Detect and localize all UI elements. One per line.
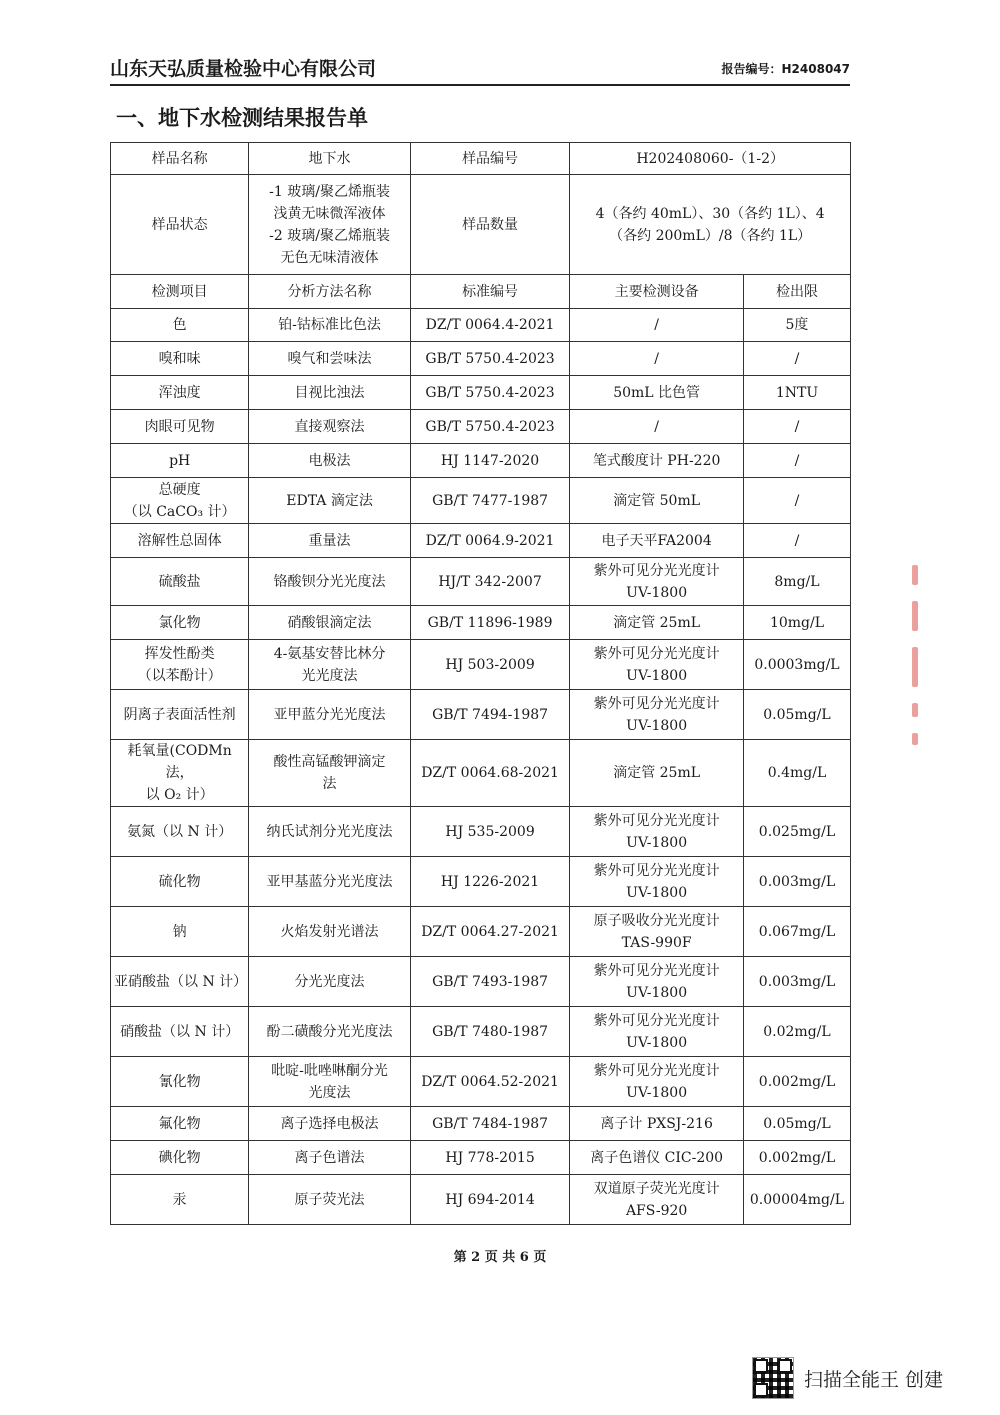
sample-name-label: 样品名称	[111, 143, 249, 175]
limit-cell: 8mg/L	[743, 558, 850, 606]
item-cell: 溶解性总固体	[111, 524, 249, 558]
item-cell: 肉眼可见物	[111, 410, 249, 444]
sample-id-value: H202408060-（1-2）	[570, 143, 851, 175]
table-row	[111, 606, 851, 640]
item-cell: 氯化物	[111, 606, 249, 640]
col-header-limit: 检出限	[743, 275, 850, 309]
col-header-item: 检测项目	[111, 275, 249, 309]
method-cell: 火焰发射光谱法	[249, 907, 411, 957]
method-cell: 分光光度法	[249, 957, 411, 1007]
item-cell: 钠	[111, 907, 249, 957]
standard-cell: GB/T 7493-1987	[410, 957, 570, 1007]
section-title: 一、地下水检测结果报告单	[116, 106, 368, 130]
col-header-equipment: 主要检测设备	[570, 275, 744, 309]
scanner-watermark	[752, 1358, 943, 1398]
limit-cell: 0.002mg/L	[743, 1057, 850, 1107]
method-cell: 嗅气和尝味法	[249, 342, 411, 376]
item-cell: 氨氮（以 N 计）	[111, 807, 249, 857]
state-line: -1 玻璃/聚乙烯瓶装	[269, 183, 390, 200]
method-cell: 亚甲基蓝分光光度法	[249, 857, 411, 907]
standard-cell: HJ 503-2009	[410, 640, 570, 690]
method-cell: 重量法	[249, 524, 411, 558]
method-cell: 铂-钴标准比色法	[249, 309, 411, 342]
item-cell: 硫化物	[111, 857, 249, 907]
item-cell: 挥发性酚类 （以苯酚计）	[111, 640, 249, 690]
equipment-cell: 紫外可见分光光度计 UV-1800	[570, 690, 744, 740]
equipment-cell: 紫外可见分光光度计 UV-1800	[570, 807, 744, 857]
limit-cell: 1NTU	[743, 376, 850, 410]
state-line: 无色无味清液体	[280, 249, 379, 266]
equipment-cell: 滴定管 50mL	[570, 478, 744, 524]
limit-cell: 5度	[743, 309, 850, 342]
standard-cell: HJ 694-2014	[410, 1175, 570, 1225]
standard-cell: DZ/T 0064.9-2021	[410, 524, 570, 558]
standard-cell: HJ 535-2009	[410, 807, 570, 857]
item-cell: 硫酸盐	[111, 558, 249, 606]
method-cell: EDTA 滴定法	[249, 478, 411, 524]
qty-line: 4（各约 40mL）、30（各约 1L）、4	[595, 205, 825, 222]
table-row	[111, 857, 851, 907]
standard-cell: DZ/T 0064.27-2021	[410, 907, 570, 957]
standard-cell: HJ/T 342-2007	[410, 558, 570, 606]
equipment-cell: 紫外可见分光光度计 UV-1800	[570, 957, 744, 1007]
limit-cell: 0.00004mg/L	[743, 1175, 850, 1225]
report-number: 报告编号：H2408047	[721, 62, 850, 76]
limit-cell: 0.025mg/L	[743, 807, 850, 857]
sample-qty-value	[570, 175, 851, 275]
sample-state-label: 样品状态	[111, 175, 249, 275]
method-cell: 吡啶-吡唑啉酮分光 光度法	[249, 1057, 411, 1107]
standard-cell: GB/T 7477-1987	[410, 478, 570, 524]
standard-cell: DZ/T 0064.4-2021	[410, 309, 570, 342]
equipment-cell: 紫外可见分光光度计 UV-1800	[570, 1007, 744, 1057]
limit-cell: /	[743, 524, 850, 558]
limit-cell: 0.4mg/L	[743, 740, 850, 807]
method-cell: 4-氨基安替比林分 光光度法	[249, 640, 411, 690]
limit-cell: 0.003mg/L	[743, 957, 850, 1007]
standard-cell: GB/T 5750.4-2023	[410, 410, 570, 444]
table-row	[111, 376, 851, 410]
method-cell: 离子选择电极法	[249, 1107, 411, 1141]
method-cell: 酚二磺酸分光光度法	[249, 1007, 411, 1057]
method-cell: 铬酸钡分光光度法	[249, 558, 411, 606]
equipment-cell: /	[570, 309, 744, 342]
table-row	[111, 524, 851, 558]
seal-stamp-fragment	[908, 565, 922, 745]
method-cell: 亚甲蓝分光光度法	[249, 690, 411, 740]
equipment-cell: /	[570, 410, 744, 444]
limit-cell: 0.067mg/L	[743, 907, 850, 957]
item-cell: 浑浊度	[111, 376, 249, 410]
table-row	[111, 640, 851, 690]
qty-line: （各约 200mL）/8（各约 1L）	[609, 227, 812, 244]
page-header	[110, 52, 850, 86]
standard-cell: GB/T 11896-1989	[410, 606, 570, 640]
state-line: 浅黄无味微浑液体	[273, 205, 386, 222]
table-row	[111, 807, 851, 857]
table-row	[111, 740, 851, 807]
method-cell: 硝酸银滴定法	[249, 606, 411, 640]
company-name: 山东天弘质量检验中心有限公司	[110, 58, 377, 80]
limit-cell: 0.02mg/L	[743, 1007, 850, 1057]
equipment-cell: 双道原子荧光光度计 AFS-920	[570, 1175, 744, 1225]
state-line: -2 玻璃/聚乙烯瓶装	[269, 227, 390, 244]
item-cell: 嗅和味	[111, 342, 249, 376]
item-cell: 汞	[111, 1175, 249, 1225]
sample-id-label: 样品编号	[410, 143, 570, 175]
table-row	[111, 1107, 851, 1141]
equipment-cell: 滴定管 25mL	[570, 606, 744, 640]
equipment-cell: 原子吸收分光光度计 TAS-990F	[570, 907, 744, 957]
column-header-row	[111, 275, 851, 309]
sample-name-row	[111, 143, 851, 175]
item-cell: 亚硝酸盐（以 N 计）	[111, 957, 249, 1007]
method-cell: 离子色谱法	[249, 1141, 411, 1175]
page-number: 第 2 页 共 6 页	[453, 1250, 547, 1265]
table-row	[111, 309, 851, 342]
method-cell: 目视比浊法	[249, 376, 411, 410]
equipment-cell: 笔式酸度计 PH-220	[570, 444, 744, 478]
standard-cell: HJ 1226-2021	[410, 857, 570, 907]
table-row	[111, 444, 851, 478]
table-row	[111, 342, 851, 376]
table-row	[111, 690, 851, 740]
limit-cell: 0.0003mg/L	[743, 640, 850, 690]
sample-state-row	[111, 175, 851, 275]
standard-cell: GB/T 7494-1987	[410, 690, 570, 740]
equipment-cell: 50mL 比色管	[570, 376, 744, 410]
item-cell: 阴离子表面活性剂	[111, 690, 249, 740]
limit-cell: /	[743, 444, 850, 478]
item-cell: 氟化物	[111, 1107, 249, 1141]
limit-cell: 0.05mg/L	[743, 1107, 850, 1141]
qr-code-icon	[752, 1357, 794, 1399]
equipment-cell: 紫外可见分光光度计 UV-1800	[570, 857, 744, 907]
limit-cell: /	[743, 478, 850, 524]
method-cell: 直接观察法	[249, 410, 411, 444]
item-cell: 总硬度 （以 CaCO₃ 计）	[111, 478, 249, 524]
standard-cell: HJ 778-2015	[410, 1141, 570, 1175]
standard-cell: GB/T 5750.4-2023	[410, 342, 570, 376]
col-header-method: 分析方法名称	[249, 275, 411, 309]
item-cell: 碘化物	[111, 1141, 249, 1175]
equipment-cell: 滴定管 25mL	[570, 740, 744, 807]
equipment-cell: /	[570, 342, 744, 376]
item-cell: 氰化物	[111, 1057, 249, 1107]
limit-cell: 0.05mg/L	[743, 690, 850, 740]
standard-cell: DZ/T 0064.52-2021	[410, 1057, 570, 1107]
equipment-cell: 电子天平FA2004	[570, 524, 744, 558]
result-table	[110, 142, 851, 1225]
standard-cell: GB/T 5750.4-2023	[410, 376, 570, 410]
table-row	[111, 1175, 851, 1225]
table-row	[111, 558, 851, 606]
col-header-standard: 标准编号	[410, 275, 570, 309]
table-row	[111, 1057, 851, 1107]
limit-cell: /	[743, 342, 850, 376]
table-row	[111, 478, 851, 524]
table-row	[111, 410, 851, 444]
sample-state-value	[249, 175, 411, 275]
limit-cell: /	[743, 410, 850, 444]
sample-qty-label: 样品数量	[410, 175, 570, 275]
table-row	[111, 957, 851, 1007]
standard-cell: DZ/T 0064.68-2021	[410, 740, 570, 807]
header-divider	[110, 84, 850, 86]
table-row	[111, 907, 851, 957]
item-cell: 色	[111, 309, 249, 342]
equipment-cell: 紫外可见分光光度计 UV-1800	[570, 640, 744, 690]
watermark-text: 扫描全能王 创建	[804, 1368, 944, 1391]
item-cell: pH	[111, 444, 249, 478]
limit-cell: 10mg/L	[743, 606, 850, 640]
table-row	[111, 1007, 851, 1057]
equipment-cell: 离子色谱仪 CIC-200	[570, 1141, 744, 1175]
sample-name-value: 地下水	[249, 143, 411, 175]
item-cell: 耗氧量(CODMn法， 以 O₂ 计）	[111, 740, 249, 807]
standard-cell: GB/T 7484-1987	[410, 1107, 570, 1141]
limit-cell: 0.003mg/L	[743, 857, 850, 907]
method-cell: 电极法	[249, 444, 411, 478]
standard-cell: GB/T 7480-1987	[410, 1007, 570, 1057]
limit-cell: 0.002mg/L	[743, 1141, 850, 1175]
method-cell: 纳氏试剂分光光度法	[249, 807, 411, 857]
table-row	[111, 1141, 851, 1175]
equipment-cell: 紫外可见分光光度计 UV-1800	[570, 1057, 744, 1107]
method-cell: 原子荧光法	[249, 1175, 411, 1225]
equipment-cell: 紫外可见分光光度计 UV-1800	[570, 558, 744, 606]
standard-cell: HJ 1147-2020	[410, 444, 570, 478]
item-cell: 硝酸盐（以 N 计）	[111, 1007, 249, 1057]
equipment-cell: 离子计 PXSJ-216	[570, 1107, 744, 1141]
method-cell: 酸性高锰酸钾滴定 法	[249, 740, 411, 807]
